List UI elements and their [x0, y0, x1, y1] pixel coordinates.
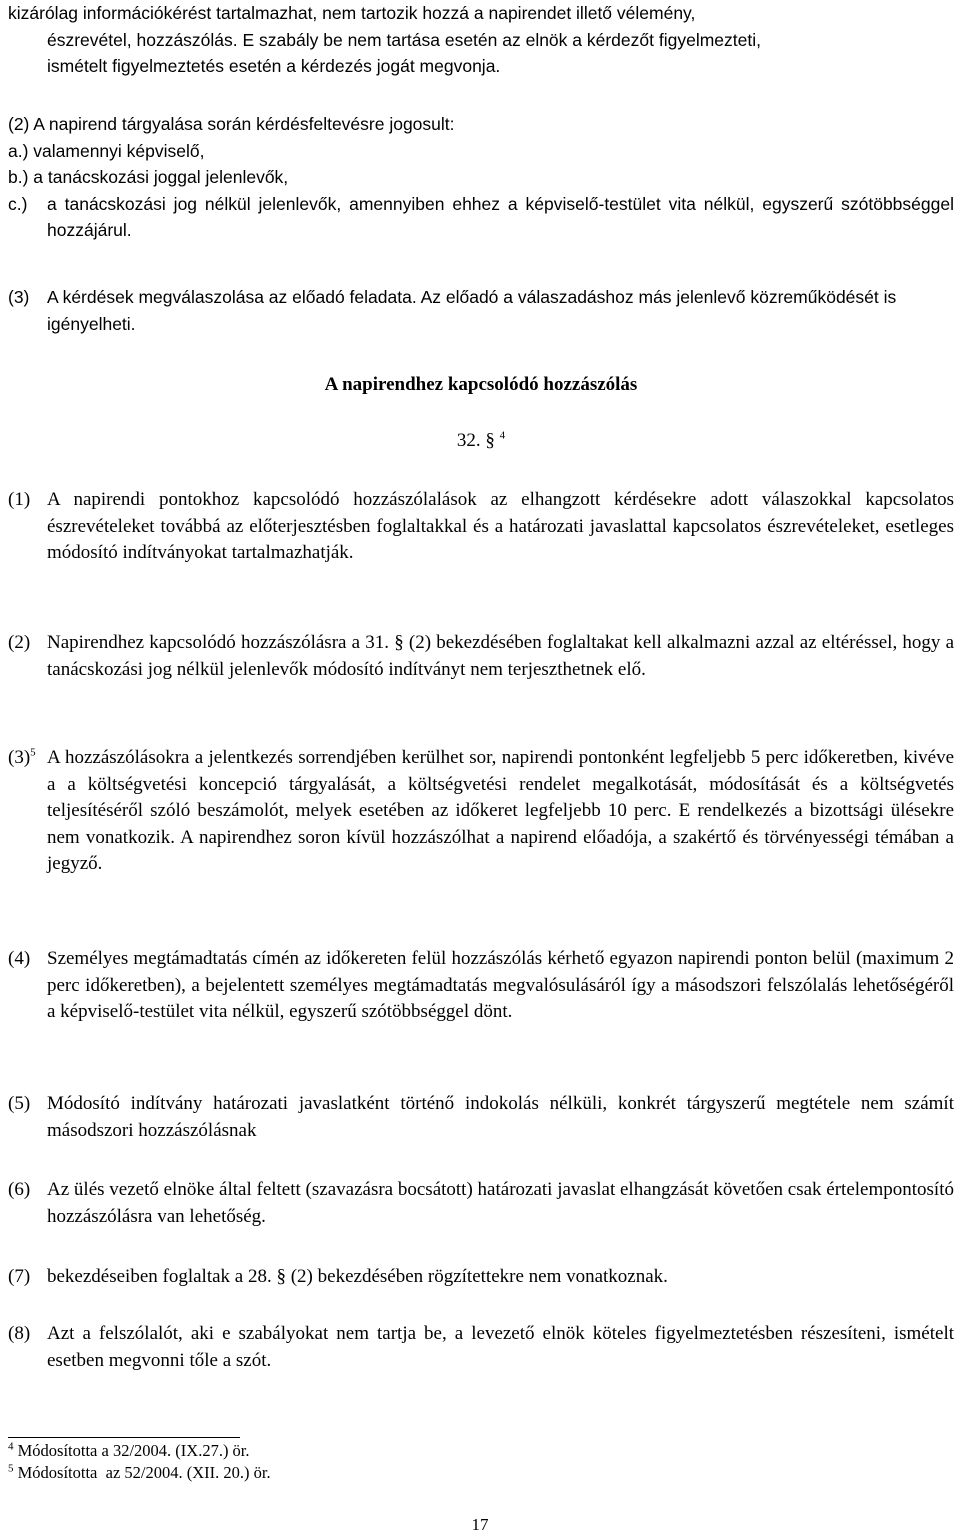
footnote-reference: 4 [499, 429, 506, 442]
paragraph-text: Személyes megtámadtatás címén az időkereten felül hozzászólás kérhető egyazon napirendi ponton belül (maximum 2 perc időkeretben), a bejelentett személyes megtámadtatás megvalósulásáról így a másodszori felszólalás lehetőségéről a képviselő-testület vita nélkül, egyszerű szótöbbséggel dönt. [47, 948, 954, 1022]
page-number: 17 [471, 1515, 489, 1534]
footnote-text: Módosította a 32/2004. (IX.27.) ör. [17, 1441, 250, 1460]
text-line: észrevétel, hozzászólás. E szabály be nem tartása esetén az elnök a kérdezőt figyelmezteti, [47, 29, 761, 50]
paragraph-32-1 [8, 487, 954, 567]
paragraph-text: bekezdéseiben foglaltak a 28. § (2) bekezdésében rögzítettekre nem vonatkoznak. [47, 1266, 668, 1287]
footnotes [8, 1440, 271, 1484]
paragraph-32-8 [8, 1321, 954, 1374]
paragraph-31-2 [8, 111, 954, 244]
paragraph-text: A hozzászólásokra a jelentkezés sorrendjében kerülhet sor, napirendi pontonként legfeljebb 5 perc időkeretben, kivéve a a költségvetési koncepció tárgyalását, a költségvetési rendelet megalkotását, módosítását és a költségvetés teljesítéséről szóló beszámolót, melyek esetében az időkeret legfeljebb 10 perc. E rendelkezés a bizottsági ülésekre nem vonatkozik. A napirendhez soron kívül hozzászólhat a napirend előadója, a szakértő és törvényességi témában a jegyző. [47, 747, 954, 874]
paragraph-32-4 [8, 946, 954, 1026]
paragraph-label: (6) [8, 1179, 31, 1200]
section-number-text: 32. § [456, 430, 495, 451]
paragraph-text: A napirendi pontokhoz kapcsolódó hozzászólalások az elhangzott kérdésekre adott válaszokkal kapcsolatos észrevételeket továbbá az előterjesztésben foglaltakkal és a határozati javaslattal kapcsolatos észrevételeket, esetleges módosító indítványokat tartalmazhatják. [47, 489, 954, 563]
paragraph-label: (5) [8, 1093, 31, 1114]
text-line: ismételt figyelmeztetés esetén a kérdezés jogát megvonja. [47, 56, 501, 76]
list-item-c [8, 191, 954, 244]
paragraph-label: (2) [8, 632, 31, 653]
paragraph-label: (1) [8, 489, 31, 510]
paragraph-label: (3) [8, 287, 30, 307]
footnote-number: 5 [8, 1462, 14, 1475]
paragraph-text: A kérdések megválaszolása az előadó feladata. Az előadó a válaszadáshoz más jelenlevő közreműködését is igényelheti. [47, 287, 897, 334]
paragraph-text: Azt a felszólalót, aki e szabályokat nem tartja be, a levezető elnök köteles figyelmeztetésben részesíteni, ismételt esetben megvonni tőle a szót. [47, 1323, 954, 1371]
section-heading: A napirendhez kapcsolódó hozzászólás [324, 374, 638, 395]
paragraph-text: Napirendhez kapcsolódó hozzászólásra a 31. § (2) bekezdésében foglaltakat kell alkalmazni azzal az eltéréssel, hogy a tanácskozási jog nélkül jelenlevők módosító indítványt nem terjeszthetnek elő. [47, 632, 954, 680]
list-item-label: c.) [8, 193, 28, 214]
footnote-separator [8, 1437, 240, 1438]
footnote-reference: 5 [30, 746, 36, 759]
paragraph-32-6 [8, 1177, 954, 1230]
paragraph-label: (4) [8, 948, 31, 969]
paragraph-32-5 [8, 1091, 954, 1144]
text-line: kizárólag információkérést tartalmazhat, nem tartozik hozzá a napirendet illető vélemény, [8, 3, 696, 23]
continued-text-block [8, 0, 954, 80]
footnote [8, 1440, 271, 1462]
paragraph-label [8, 745, 47, 878]
list-item-b: b.) a tanácskozási joggal jelenlevők, [8, 167, 289, 187]
paragraph-32-7 [8, 1264, 954, 1291]
paragraph-32-3 [8, 745, 954, 878]
paragraph-label: (8) [8, 1323, 31, 1344]
paragraph-text: Az ülés vezető elnöke által feltett (szavazásra bocsátott) határozati javaslat elhangzását követően csak értelempontosító hozzászólásra van lehetőség. [47, 1179, 954, 1227]
paragraph-31-3 [8, 284, 954, 337]
paragraph-label: (7) [8, 1266, 31, 1287]
list-item-text: a tanácskozási jog nélkül jelenlevők, amennyiben ehhez a képviselő-testület vita nélkül, egyszerű szótöbbséggel hozzájárul. [47, 193, 954, 240]
footnote-text: Módosította az 52/2004. (XII. 20.) ör. [17, 1463, 271, 1482]
paragraph-intro: (2) A napirend tárgyalása során kérdésfeltevésre jogosult: [8, 114, 455, 134]
footnote-number: 4 [8, 1440, 14, 1453]
footnote [8, 1462, 271, 1484]
section-number [8, 428, 954, 455]
paragraph-label-text: (3) [8, 747, 31, 768]
paragraph-text: Módosító indítvány határozati javaslatként történő indokolás nélküli, konkrét tárgyszerű megtétele nem számít másodszori hozzászólásnak [47, 1093, 954, 1141]
list-item-a: a.) valamennyi képviselő, [8, 140, 205, 161]
paragraph-32-2 [8, 630, 954, 683]
